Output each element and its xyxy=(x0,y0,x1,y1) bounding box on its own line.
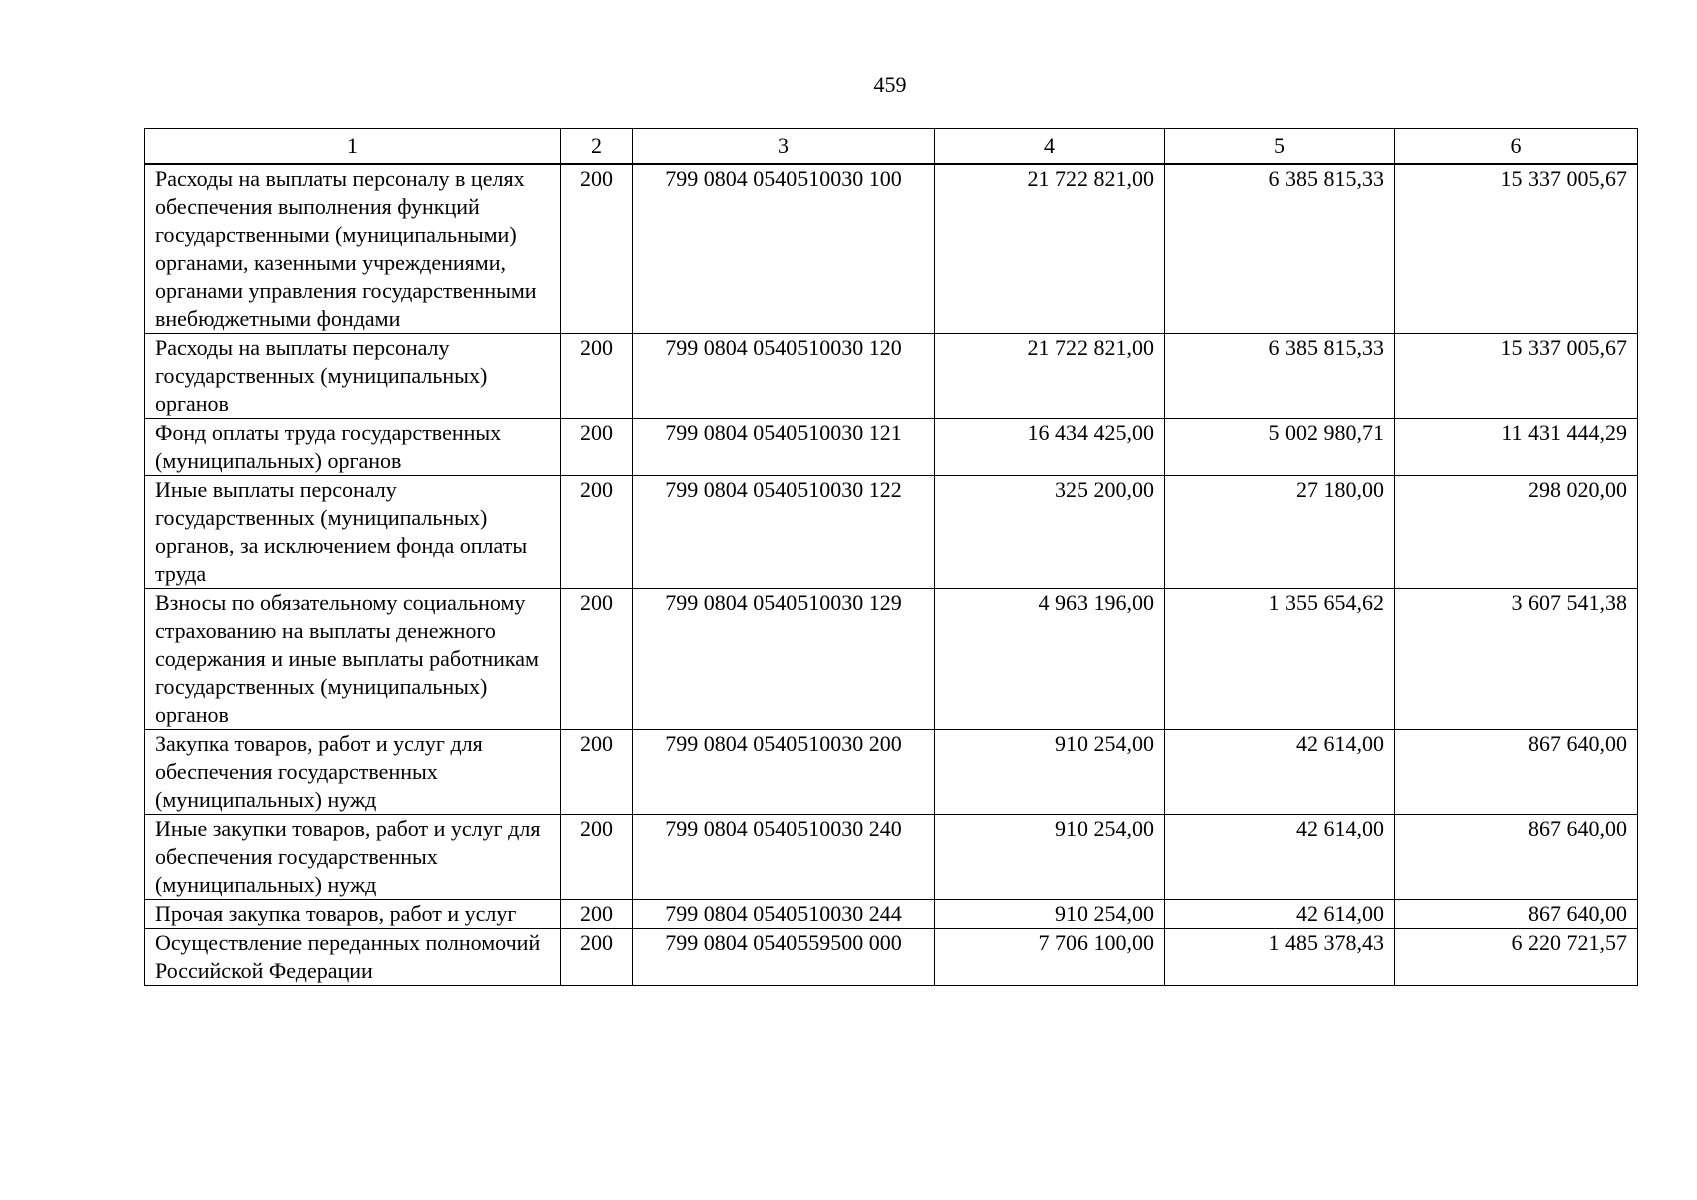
row-unexecuted-amount-cell: 6 220 721,57 xyxy=(1395,929,1638,986)
row-code-cell: 200 xyxy=(561,419,633,476)
row-classification-code-cell: 799 0804 0540510030 122 xyxy=(633,476,935,589)
row-code-cell: 200 xyxy=(561,730,633,815)
table-row xyxy=(145,900,1638,929)
page-number: 459 xyxy=(873,72,907,97)
row-unexecuted-amount-cell: 3 607 541,38 xyxy=(1395,589,1638,730)
row-code-cell: 200 xyxy=(561,900,633,929)
table-row xyxy=(145,815,1638,900)
row-unexecuted-amount-cell: 15 337 005,67 xyxy=(1395,334,1638,419)
row-executed-amount-cell: 27 180,00 xyxy=(1165,476,1395,589)
row-unexecuted-amount-cell: 867 640,00 xyxy=(1395,730,1638,815)
budget-execution-table xyxy=(144,128,1638,986)
table-row xyxy=(145,164,1638,334)
column-header-4: 4 xyxy=(935,129,1165,165)
column-header-1: 1 xyxy=(145,129,561,165)
row-unexecuted-amount-cell: 867 640,00 xyxy=(1395,900,1638,929)
row-executed-amount-cell: 6 385 815,33 xyxy=(1165,164,1395,334)
row-name-cell: Взносы по обязательному социальному страхованию на выплаты денежного содержания и иные выплаты работникам государственных (муниципальных) органов xyxy=(145,589,561,730)
row-approved-amount-cell: 910 254,00 xyxy=(935,900,1165,929)
table-row xyxy=(145,476,1638,589)
row-name-cell: Расходы на выплаты персоналу в целях обеспечения выполнения функций государственными (муниципальными) органами, казенными учреждениями, органами управления государственными внебюджетными фондами xyxy=(145,164,561,334)
row-unexecuted-amount-cell: 15 337 005,67 xyxy=(1395,164,1638,334)
row-approved-amount-cell: 21 722 821,00 xyxy=(935,334,1165,419)
row-executed-amount-cell: 1 355 654,62 xyxy=(1165,589,1395,730)
row-code-cell: 200 xyxy=(561,589,633,730)
row-classification-code-cell: 799 0804 0540510030 244 xyxy=(633,900,935,929)
row-classification-code-cell: 799 0804 0540510030 100 xyxy=(633,164,935,334)
row-classification-code-cell: 799 0804 0540510030 200 xyxy=(633,730,935,815)
row-classification-code-cell: 799 0804 0540510030 120 xyxy=(633,334,935,419)
row-name-cell: Расходы на выплаты персоналу государственных (муниципальных) органов xyxy=(145,334,561,419)
row-executed-amount-cell: 42 614,00 xyxy=(1165,815,1395,900)
column-header-3: 3 xyxy=(633,129,935,165)
row-code-cell: 200 xyxy=(561,815,633,900)
row-name-cell: Фонд оплаты труда государственных (муниципальных) органов xyxy=(145,419,561,476)
row-approved-amount-cell: 16 434 425,00 xyxy=(935,419,1165,476)
column-header-2: 2 xyxy=(561,129,633,165)
row-unexecuted-amount-cell: 11 431 444,29 xyxy=(1395,419,1638,476)
row-approved-amount-cell: 7 706 100,00 xyxy=(935,929,1165,986)
row-approved-amount-cell: 21 722 821,00 xyxy=(935,164,1165,334)
row-name-cell: Осуществление переданных полномочий Российской Федерации xyxy=(145,929,561,986)
row-name-cell: Иные выплаты персоналу государственных (муниципальных) органов, за исключением фонда оплаты труда xyxy=(145,476,561,589)
row-executed-amount-cell: 6 385 815,33 xyxy=(1165,334,1395,419)
table-row xyxy=(145,730,1638,815)
table-row xyxy=(145,419,1638,476)
row-unexecuted-amount-cell: 867 640,00 xyxy=(1395,815,1638,900)
column-header-6: 6 xyxy=(1395,129,1638,165)
row-name-cell: Закупка товаров, работ и услуг для обеспечения государственных (муниципальных) нужд xyxy=(145,730,561,815)
row-code-cell: 200 xyxy=(561,334,633,419)
row-unexecuted-amount-cell: 298 020,00 xyxy=(1395,476,1638,589)
row-executed-amount-cell: 42 614,00 xyxy=(1165,730,1395,815)
row-approved-amount-cell: 325 200,00 xyxy=(935,476,1165,589)
row-code-cell: 200 xyxy=(561,476,633,589)
row-approved-amount-cell: 910 254,00 xyxy=(935,730,1165,815)
table-row xyxy=(145,929,1638,986)
row-code-cell: 200 xyxy=(561,929,633,986)
row-executed-amount-cell: 1 485 378,43 xyxy=(1165,929,1395,986)
row-classification-code-cell: 799 0804 0540510030 240 xyxy=(633,815,935,900)
row-executed-amount-cell: 5 002 980,71 xyxy=(1165,419,1395,476)
column-header-5: 5 xyxy=(1165,129,1395,165)
row-approved-amount-cell: 910 254,00 xyxy=(935,815,1165,900)
table-row xyxy=(145,589,1638,730)
column-number-row xyxy=(145,129,1638,165)
row-code-cell: 200 xyxy=(561,164,633,334)
row-approved-amount-cell: 4 963 196,00 xyxy=(935,589,1165,730)
row-executed-amount-cell: 42 614,00 xyxy=(1165,900,1395,929)
row-classification-code-cell: 799 0804 0540559500 000 xyxy=(633,929,935,986)
table-row xyxy=(145,334,1638,419)
row-name-cell: Прочая закупка товаров, работ и услуг xyxy=(145,900,561,929)
row-classification-code-cell: 799 0804 0540510030 129 xyxy=(633,589,935,730)
row-classification-code-cell: 799 0804 0540510030 121 xyxy=(633,419,935,476)
row-name-cell: Иные закупки товаров, работ и услуг для обеспечения государственных (муниципальных) нужд xyxy=(145,815,561,900)
